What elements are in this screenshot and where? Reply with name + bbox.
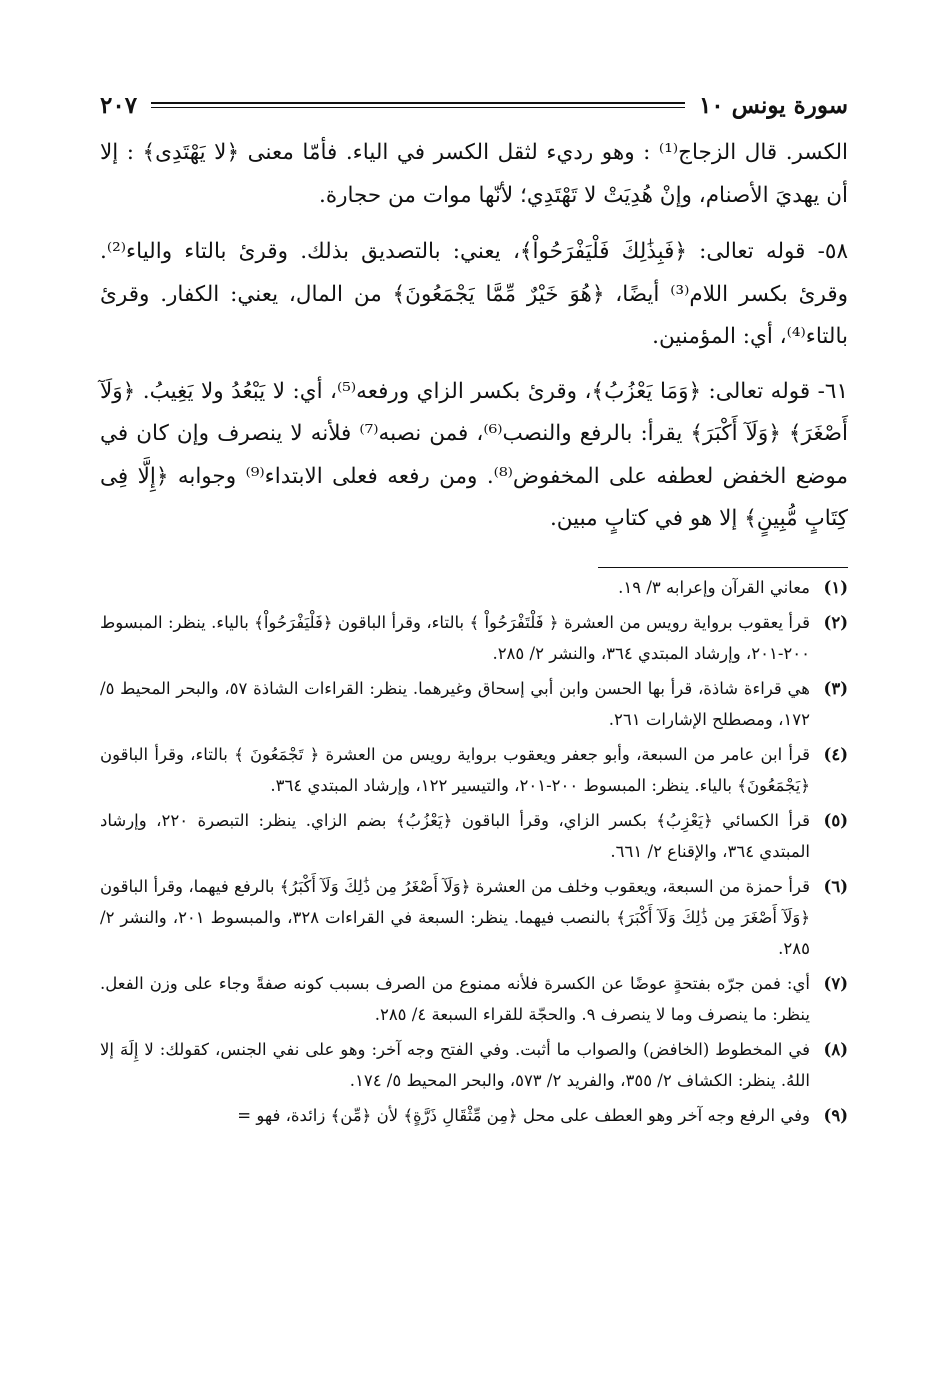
footnote-separator	[100, 553, 848, 572]
footnotes	[100, 572, 848, 1131]
footnote-text: قرأ ابن عامر من السبعة، وأبو جعفر ويعقوب برواية رويس من العشرة ﴿ تَجْمَعُونَ ﴾ بالتاء، وقرأ الباقون ﴿يَجْمَعُونَ﴾ بالياء. ينظر: المبسوط ٢٠٠-٢٠١، والتيسير ١٢٢، وإرشاد المبتدي ٣٦٤.	[100, 744, 810, 795]
footnote-number: (٨)	[823, 1039, 848, 1059]
footnote	[100, 673, 848, 735]
footnote-number: (٦)	[823, 876, 848, 896]
footnote-text: معاني القرآن وإعرابه ٣/ ١٩.	[618, 577, 810, 597]
footnote-number: (٢)	[823, 612, 848, 632]
footnote	[100, 607, 848, 669]
footnote	[100, 739, 848, 801]
footnote-number: (١)	[823, 577, 848, 597]
footnote	[100, 1100, 848, 1131]
paragraph-verse-58: ٥٨- قوله تعالى: ﴿فَبِذَٰلِكَ فَلْيَفْرَحُواْ﴾، يعني: بالتصديق بذلك. وقرئ بالتاء والياء⁽²⁾. وقرئ بكسر اللام⁽³⁾ أيضًا، ﴿هُوَ خَيْرٌ مِّمَّا يَجْمَعُونَ﴾ من المال، يعني: الكفار. وقرئ بالتاء⁽⁴⁾، أي: المؤمنين.	[100, 239, 848, 349]
footnote-number: (٣)	[823, 678, 848, 698]
footnote-text: في المخطوط (الخافض) والصواب ما أثبت. وفي الفتح وجه آخر: وهو على نفي الجنس، كقولك: لا إِلَهَ إلا اللهُ. ينظر: الكشاف ٢/ ٣٥٥، والفريد ٢/ ٥٧٣، والبحر المحيط ٥/ ١٧٤.	[100, 1039, 810, 1090]
footnote-text: أي: فمن جرّه بفتحةٍ عوضًا عن الكسرة فلأنه ممنوع من الصرف بسبب كونه صفةً وجاء على وزن الفعل. ينظر: ما ينصرف وما لا ينصرف ٩. والحجّة للقراء السبعة ٤/ ٢٨٥.	[100, 973, 810, 1024]
footnote	[100, 572, 848, 603]
footnote-text: قرأ حمزة من السبعة، ويعقوب وخلف من العشرة ﴿وَلَآ أَصْغَرُ مِن ذَٰلِكَ وَلَآ أَكْبَرُ﴾ بالرفع فيهما، وقرأ الباقون ﴿وَلَآ أَصْغَرَ مِن ذَٰلِكَ وَلَآ أَكْبَرَ﴾ بالنصب فيهما. ينظر: السبعة في القراءات ٣٢٨، والمبسوط ٢٠١، والنشر ٢/ ٢٨٥.	[100, 876, 810, 958]
footnote	[100, 1034, 848, 1096]
main-text	[100, 132, 848, 541]
footnote-number: (٩)	[823, 1105, 848, 1125]
footnote-text: وفي الرفع وجه آخر وهو العطف على محل ﴿مِن مِّثْقَالِ ذَرَّةٍ﴾ لأن ﴿مِّن﴾ زائدة، فهو =	[237, 1105, 810, 1125]
footnote-number: (٥)	[823, 810, 848, 830]
surah-title: سورة يونس ١٠	[698, 91, 848, 119]
footnote-text: هي قراءة شاذة، قرأ بها الحسن وابن أبي إسحاق وغيرهما. ينظر: القراءات الشاذة ٥٧، والبحر المحيط ٥/ ١٧٢، ومصطلح الإشارات ٢٦١.	[100, 678, 810, 729]
paragraph-verse-61: ٦١- قوله تعالى: ﴿وَمَا يَعْزُبُ﴾، وقرئ بكسر الزاي ورفعه⁽⁵⁾، أي: لا يَبْعُدُ ولا يَغِيبُ. ﴿وَلَآ أَصْغَرَ﴾ ﴿وَلَآ أَكْبَرَ﴾ يقرأ: بالرفع والنصب⁽⁶⁾، فمن نصبه⁽⁷⁾ فلأنه لا ينصرف وإن كان في موضع الخفض لعطفه على المخفوض⁽⁸⁾. ومن رفعه فعلى الابتداء⁽⁹⁾ وجوابه ﴿إِلَّا فِى كِتَابٍ مُّبِينٍ﴾ إلا هو في كتابٍ مبين.	[100, 378, 849, 531]
paragraph-continuation: الكسر. قال الزجاج⁽¹⁾ : وهو رديء لثقل الكسر في الياء. فأمّا معنى ﴿لا يَهْتَدِى﴾ : إلا أن يهديَ الأصنام، وإنْ هُدِيَتْ لا تَهْتَدِي؛ لأنّها موات من حجارة.	[100, 140, 848, 208]
footnote	[100, 968, 848, 1030]
footnote-number: (٧)	[823, 973, 848, 993]
footnote-text: قرأ يعقوب برواية رويس من العشرة ﴿ فَلْتَفْرَحُواْ ﴾ بالتاء، وقرأ الباقون ﴿فَلْيَفْرَحُواْ﴾ بالياء. ينظر: المبسوط ٢٠٠-٢٠١، وإرشاد المبتدي ٣٦٤، والنشر ٢/ ٢٨٥.	[100, 612, 810, 663]
book-page	[100, 88, 848, 1135]
footnote-number: (٤)	[823, 744, 848, 764]
running-header	[100, 88, 848, 122]
page-number: ٢٠٧	[100, 91, 138, 119]
footnote	[100, 805, 848, 867]
footnote	[100, 871, 848, 964]
header-rule	[151, 102, 685, 108]
footnote-text: قرأ الكسائي ﴿يَعْزِبُ﴾ بكسر الزاي، وقرأ الباقون ﴿يَعْزُبُ﴾ بضم الزاي. ينظر: التبصرة ٢٢٠، وإرشاد المبتدي ٣٦٤، والإقناع ٢/ ٦٦١.	[100, 810, 810, 861]
